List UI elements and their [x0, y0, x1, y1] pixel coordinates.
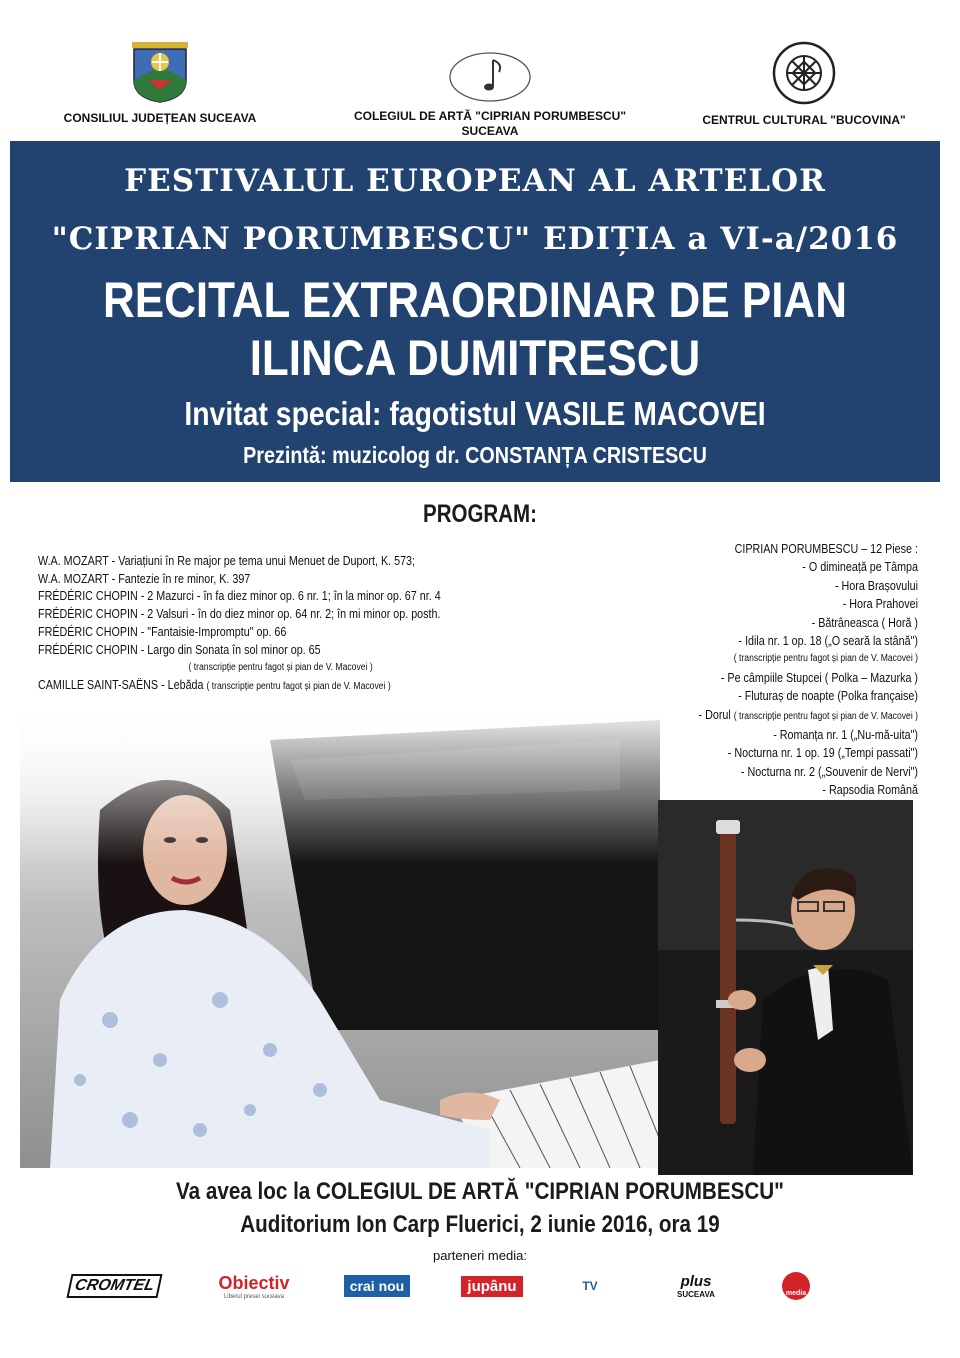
obiectiv-logo-subtext: Liberul presei suceava [223, 1293, 285, 1300]
i-media-logo-text: media [782, 1272, 810, 1300]
list-item: - Fluturaș de noapte (Polka française) [738, 689, 918, 704]
list-item: - Romanța nr. 1 („Nu-mă-uita") [773, 728, 918, 743]
program-right-list [558, 540, 918, 800]
obiectiv-logo-text: Obiectiv [218, 1272, 290, 1293]
title-banner [10, 141, 940, 482]
list-item: FRÉDÉRIC CHOPIN - Largo din Sonata în sol minor op. 65 [38, 642, 321, 657]
crai-nou-logo [342, 1268, 412, 1304]
list-item: - Hora Prahovei [842, 597, 918, 612]
org-center-label-2: SUCEAVA [461, 124, 519, 138]
partners-label: parteneri media: [433, 1248, 527, 1263]
recital-title-line1: RECITAL EXTRAORDINAR DE PIAN [103, 272, 847, 328]
org-art-college [340, 50, 640, 139]
presenter: Prezintă: muzicolog dr. CONSTANȚA CRISTESCU [243, 442, 707, 468]
list-item: FRÉDÉRIC CHOPIN - 2 Valsuri - în do diez minor op. 64 nr. 2; în mi minor op. posth. [38, 607, 441, 622]
county-coat-of-arms-icon [130, 40, 190, 104]
transcription-note: ( transcripție pentru fagot și pian de V. Macovei ) [733, 653, 918, 665]
partner-logos [60, 1268, 920, 1308]
saint-saens-title: CAMILLE SAINT-SAËNS - Lebăda [38, 677, 204, 692]
jupanu-logo [452, 1268, 532, 1304]
transcription-note: ( transcripție pentru fagot și pian de V. Macovei ) [206, 680, 391, 692]
bassoonist-photo [658, 800, 913, 1175]
jupanu-logo-text: jupânu [461, 1276, 522, 1297]
cromtel-logo [70, 1268, 160, 1304]
cromtel-logo-text: CROMTEL [67, 1274, 163, 1298]
i-media-logo [776, 1268, 816, 1304]
list-item: W.A. MOZART - Variațiuni în Re major pe tema unui Menuet de Duport, K. 573; [38, 554, 416, 568]
special-guest: Invitat special: fagotistul VASILE MACOVEI [184, 395, 766, 432]
list-item-dorul [608, 706, 918, 726]
org-center-label-1: COLEGIUL DE ARTĂ "CIPRIAN PORUMBESCU" [353, 109, 627, 123]
porumbescu-heading: CIPRIAN PORUMBESCU – 12 Piese : [734, 542, 918, 556]
list-item: FRÉDÉRIC CHOPIN - 2 Mazurci - în fa diez minor op. 6 nr. 1; în la minor op. 67 nr. 4 [38, 589, 441, 604]
tv-logo-text: TV [582, 1279, 598, 1293]
venue-line1: Va avea loc la COLEGIUL DE ARTĂ "CIPRIAN PORUMBESCU" [176, 1178, 784, 1205]
tvplus-logo [656, 1268, 736, 1304]
list-item: - O dimineață pe Tâmpa [802, 560, 918, 575]
org-county-council [10, 40, 310, 126]
program-left-list [38, 553, 508, 696]
list-item: - Nocturna nr. 1 op. 19 („Tempi passati") [727, 746, 918, 761]
festival-name-line1: FESTIVALUL EUROPEAN AL ARTELOR [124, 163, 826, 199]
program-heading: PROGRAM: [423, 500, 537, 528]
venue-line2: Auditorium Ion Carp Fluerici, 2 iunie 2016, ora 19 [240, 1211, 720, 1238]
list-item: - Nocturna nr. 2 („Souvenir de Nervi") [740, 764, 918, 779]
list-item: - Bătrâneasca ( Horă ) [811, 615, 918, 630]
list-item-saint-saens [38, 677, 442, 696]
dorul-title: - Dorul [698, 707, 731, 722]
recital-title [66, 271, 884, 387]
recital-title-line2: ILINCA DUMITRESCU [249, 330, 701, 386]
list-item: - Hora Brașovului [834, 578, 918, 593]
tv-logo [570, 1268, 610, 1304]
obiectiv-logo [208, 1268, 300, 1304]
festival-name-line2: "CIPRIAN PORUMBESCU" EDIȚIA a VI-a/2016 [51, 221, 899, 257]
crai-nou-logo-text: crai nou [344, 1275, 410, 1297]
cultural-center-seal-icon [766, 40, 842, 106]
list-item: - Idila nr. 1 op. 18 („O seară la stână") [738, 634, 918, 649]
org-cultural-center [654, 40, 954, 128]
org-left-label: CONSILIUL JUDEȚEAN SUCEAVA [63, 111, 257, 125]
list-item: - Pe câmpiile Stupcei ( Polka – Mazurka ) [720, 670, 918, 685]
org-right-label: CENTRUL CULTURAL "BUCOVINA" [702, 113, 906, 127]
list-item: - Rapsodia Română [822, 783, 918, 798]
tvplus-logo-subtext: SUCEAVA [677, 1290, 715, 1299]
transcription-note: ( transcripție pentru fagot și pian de V. Macovei ) [733, 710, 918, 722]
bassoonist-illustration [658, 800, 913, 1175]
tvplus-logo-text: plus [680, 1273, 712, 1290]
transcription-note: ( transcripție pentru fagot și pian de V. Macovei ) [188, 662, 373, 674]
music-note-logo-icon [447, 50, 533, 104]
list-item: W.A. MOZART - Fantezie în re minor, K. 397 [38, 571, 251, 586]
list-item: FRÉDÉRIC CHOPIN - "Fantaisie-Impromptu" op. 66 [38, 624, 287, 639]
